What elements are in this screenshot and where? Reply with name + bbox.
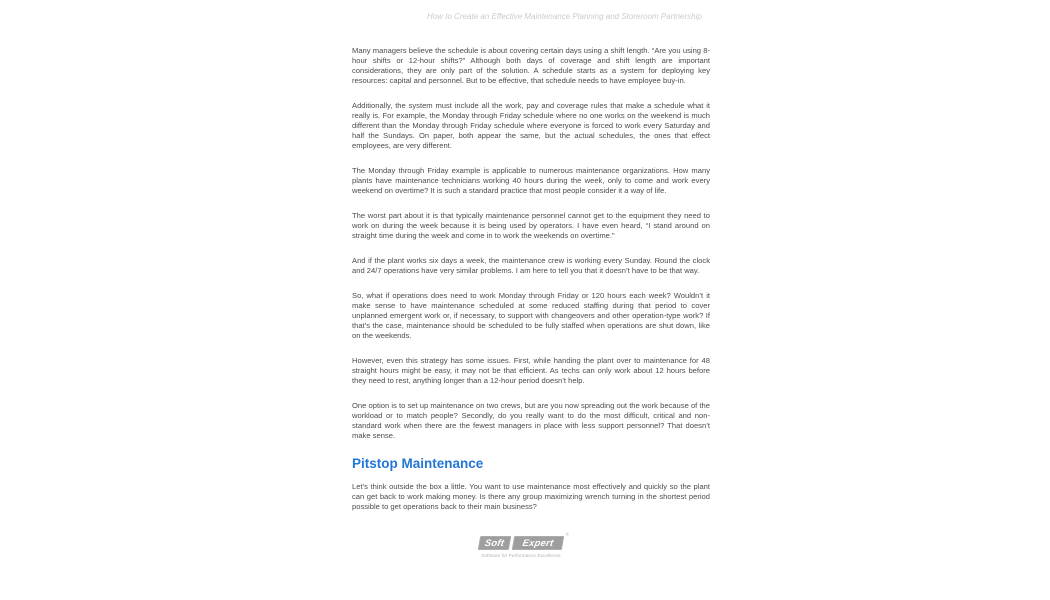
section-heading: Pitstop Maintenance: [352, 456, 484, 471]
body-paragraph: One option is to set up maintenance on two crews, but are you now spreading out the work because of the workload or to match people? Secondly, do you really want to do the most difficult, critical and non-standard work when there are the fewest managers in place with less support personnel? That doesn’t make sense.: [352, 401, 710, 440]
logo-soft-box: [478, 536, 511, 550]
logo-soft-text: Soft: [483, 537, 506, 549]
body-paragraph: The Monday through Friday example is applicable to numerous maintenance organizations. How many plants have maintenance technicians working 40 hours during the week, only to come and work every weekend on overtime? It is such a standard practice that most people consider it a way of life.: [352, 166, 710, 195]
registered-trademark-icon: ®: [565, 532, 569, 537]
body-paragraph: So, what if operations does need to work Monday through Friday or 120 hours each week? Wouldn’t it make sense to have maintenance scheduled at some reduced staffing during that period to cover unplanned emergent work or, if necessary, to support with changeovers and other operation-type work? If that’s the case, maintenance should be scheduled to be fully staffed when operations are shut down, like on the weekends.: [352, 291, 710, 340]
body-paragraph: Let’s think outside the box a little. You want to use maintenance most effectively and quickly so the plant can get back to work making money. Is there any group maximizing wrench turning in the shortest period possible to get operations back to their main business?: [352, 482, 710, 511]
logo-expert-text: Expert: [521, 537, 555, 549]
logo-tagline: Software for Performance Excellence: [481, 552, 561, 558]
body-paragraph: Additionally, the system must include all the work, pay and coverage rules that make a schedule what it really is. For example, the Monday through Friday schedule where no one works on the weekend is much different than the Monday through Friday schedule where everyone is forced to work every Saturday and half the Sundays. On paper, both appear the same, but the actual schedules, the ones that effect employees, are very different.: [352, 101, 710, 150]
logo-expert-box: [512, 536, 564, 550]
running-header-title: How to Create an Effective Maintenance Planning and Storeroom Partnership: [427, 12, 702, 21]
body-paragraph: Many managers believe the schedule is about covering certain days using a shift length. “Are you using 8-hour shifts or 12-hour shifts?” Although both days of coverage and shift length are important considerations, they are only part of the solution. A schedule starts as a system for deploying key resources: capital and personnel. But to be effective, that schedule needs to have employee buy-in.: [352, 46, 710, 85]
softexpert-logo-row: [478, 532, 569, 550]
body-paragraph: And if the plant works six days a week, the maintenance crew is working every Sunday. Round the clock and 24/7 operations have very similar problems. I am here to tell you that it doesn’t have to be that way.: [352, 256, 710, 275]
body-paragraph: The worst part about it is that typically maintenance personnel cannot get to the equipment they need to work on during the week because it is being used by operators. I have even heard, “I stand around on straight time during the week and come in to work the weekends on overtime.”: [352, 211, 710, 240]
body-paragraph: However, even this strategy has some issues. First, while handing the plant over to maintenance for 48 straight hours might be easy, it may not be that efficient. As techs can only work about 12 hours before they need to rest, anything longer than a 12-hour period doesn’t help.: [352, 356, 710, 385]
page-content: [352, 0, 710, 558]
softexpert-logo: [478, 532, 569, 558]
